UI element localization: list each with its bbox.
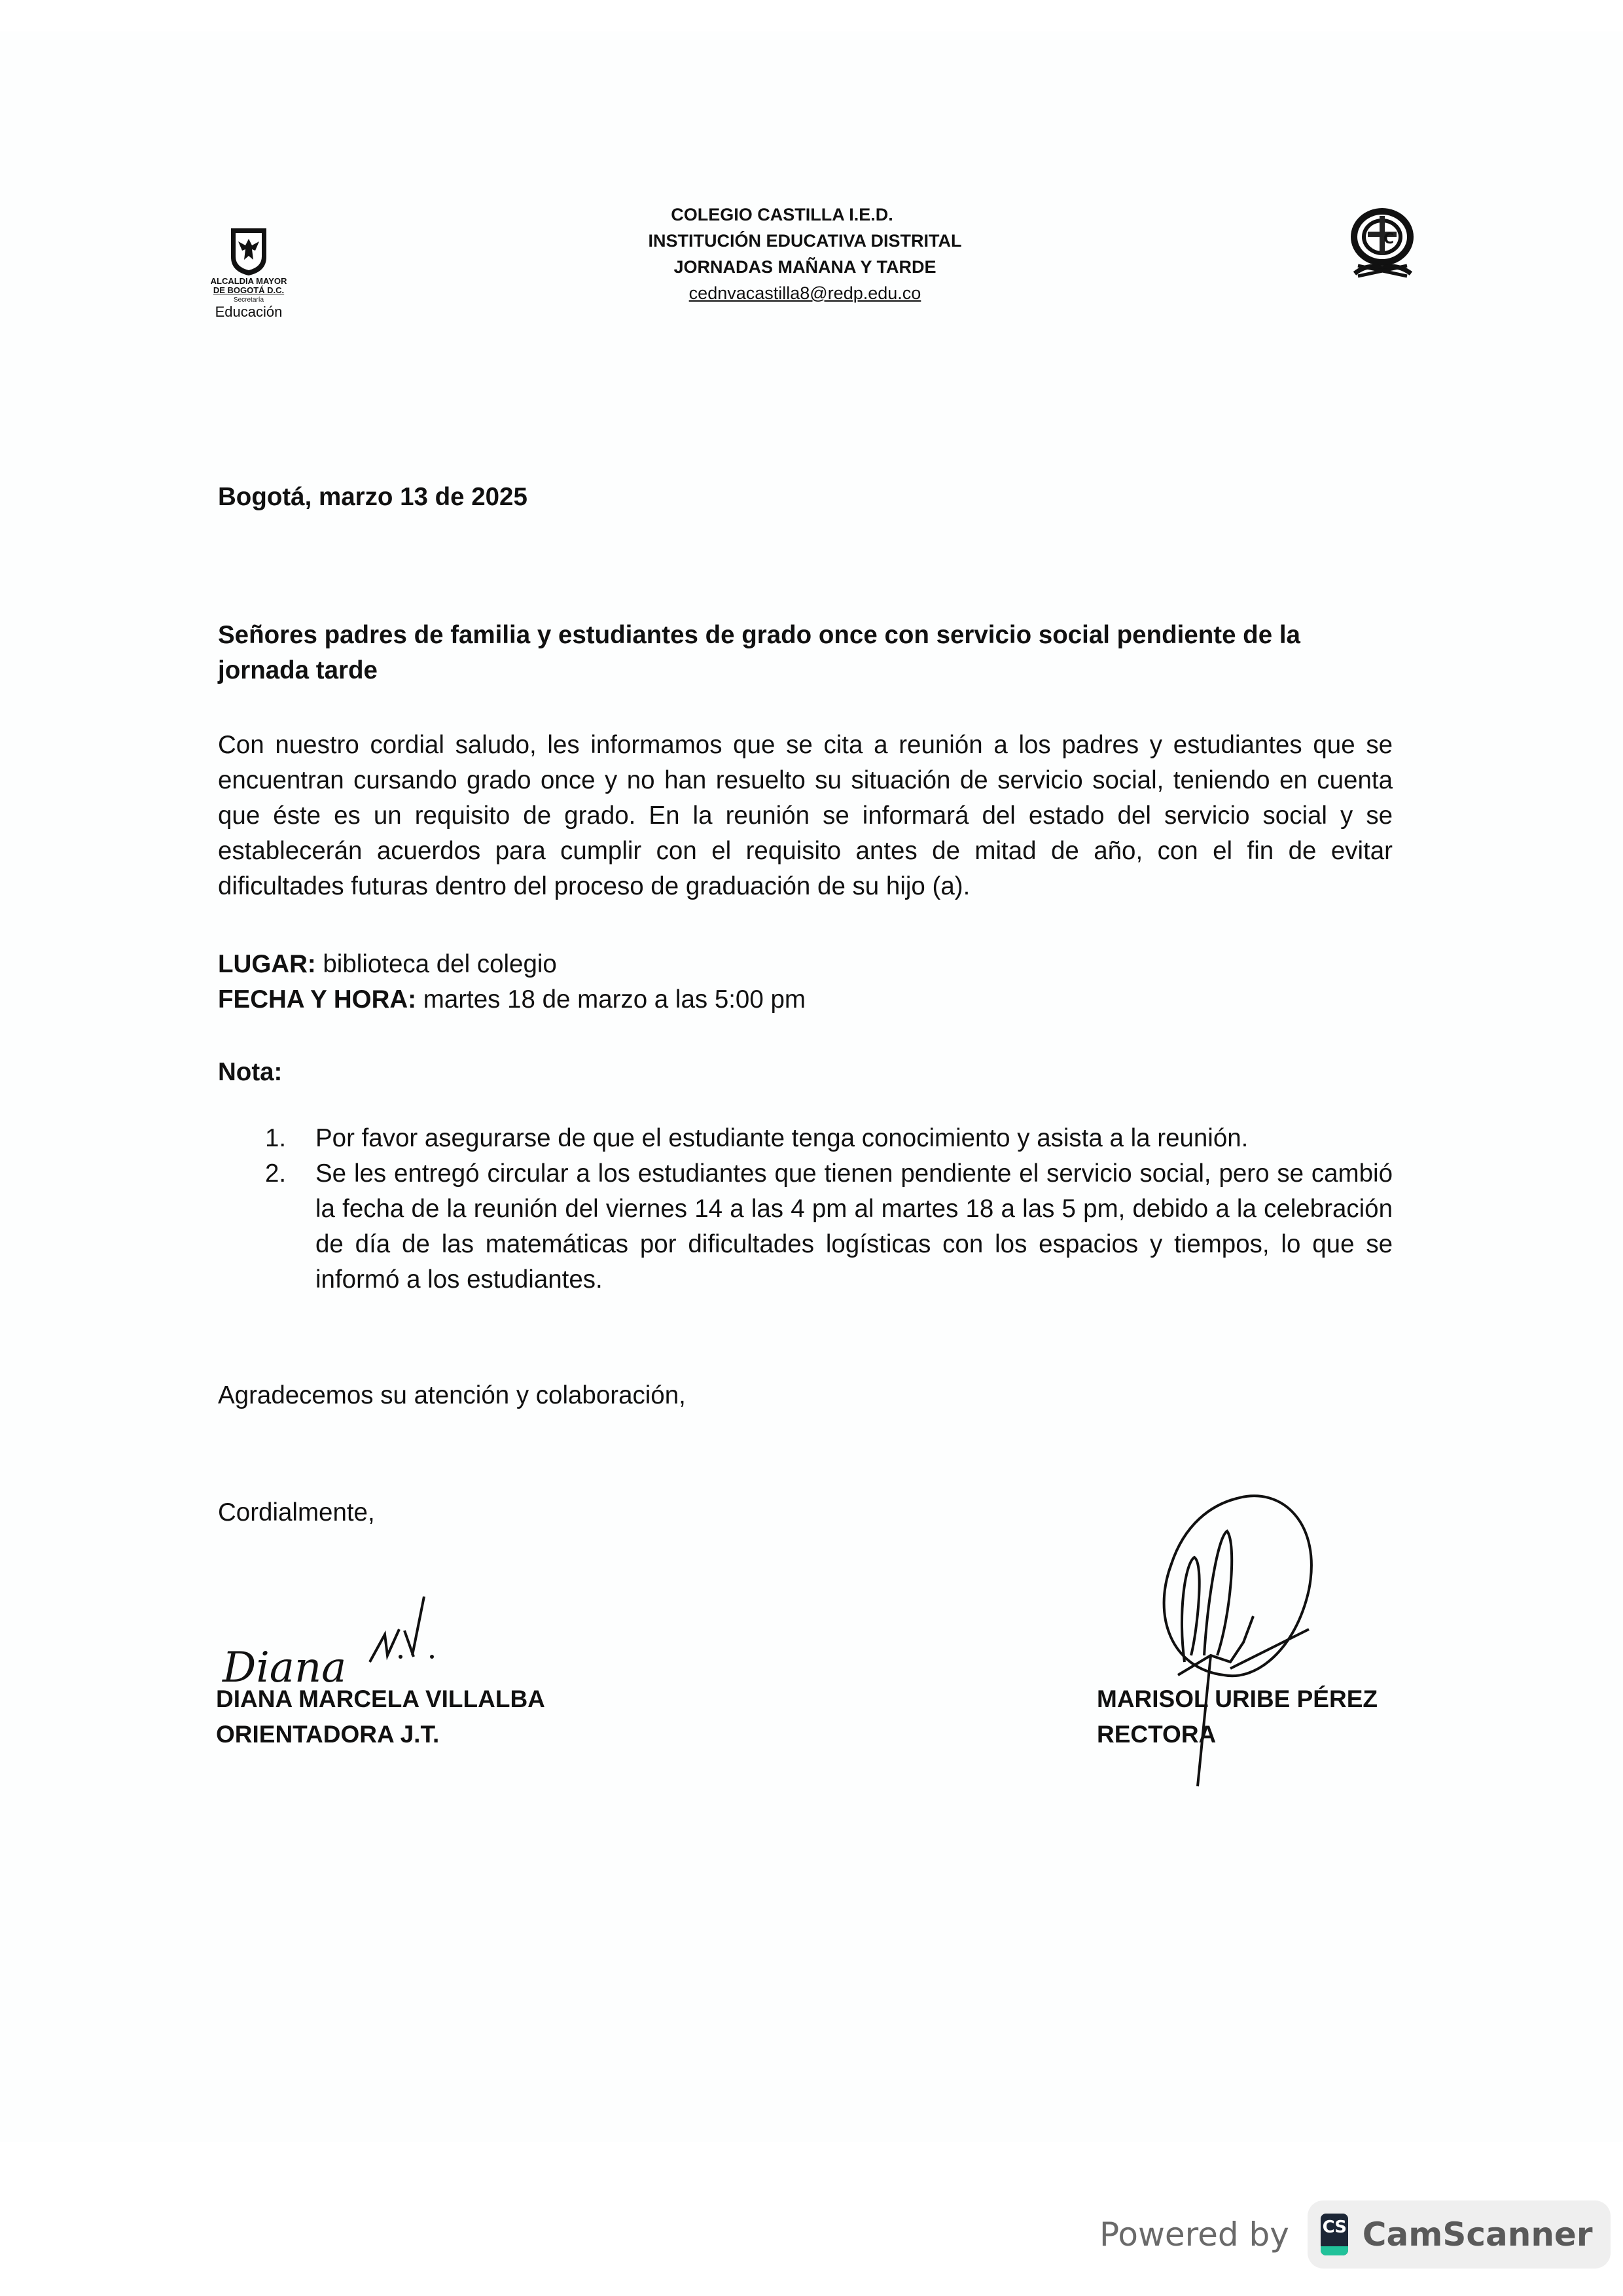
- signature-diana: [216, 1583, 491, 1695]
- powered-by-label: Powered by: [1099, 2216, 1289, 2253]
- note-item: [265, 1121, 1393, 1156]
- camscanner-logo-icon: [1321, 2214, 1348, 2255]
- school-email-link[interactable]: cednvacastilla8@redp.edu.co: [688, 283, 921, 303]
- bogota-coat-of-arms-icon: [228, 226, 269, 277]
- meeting-place: [218, 947, 1393, 982]
- datetime-value: martes 18 de marzo a las 5:00 pm: [416, 985, 806, 1014]
- signatory-left: [216, 1682, 545, 1752]
- notes-list: [265, 1121, 1393, 1298]
- secretaria-label: Secretaría: [233, 296, 264, 304]
- svg-text:C: C: [1383, 231, 1395, 247]
- note-item: [265, 1156, 1393, 1298]
- camscanner-logo-text: CS: [1322, 2217, 1346, 2237]
- signature-handwriting: Diana: [223, 1644, 347, 1692]
- place-label: LUGAR:: [218, 950, 316, 978]
- letter-recipients: Señores padres de familia y estudiantes de grado once con servicio social pendiente de la jornada tarde: [218, 621, 1300, 684]
- note-text: Por favor asegurarse de que el estudiante tenga conocimiento y asista a la reunión.: [315, 1124, 1249, 1152]
- datetime-label: FECHA Y HORA:: [218, 985, 417, 1014]
- note-number: 2.: [265, 1159, 287, 1188]
- note-text: Se les entregó circular a los estudiantes que tienen pendiente el servicio social, pero se cambió la fecha de la reunión del viernes 14 a las 4 pm al martes 18 a las 5 pm, debido a la celebración de día de las matemáticas por dificultades logísticas con los espacios y tiempos, lo que se informó a los estudiantes.: [315, 1159, 1393, 1294]
- camscanner-watermark: [1099, 2200, 1611, 2269]
- note-heading: Nota:: [218, 1058, 283, 1086]
- school-crest-icon: [1342, 203, 1427, 281]
- signatory-right-name: MARISOL URIBE PÉREZ: [1097, 1686, 1378, 1712]
- alcaldia-line2: DE BOGOTÁ D.C.: [213, 285, 285, 295]
- school-crest: [1342, 203, 1427, 285]
- institution-header: [628, 202, 982, 306]
- note-number: 1.: [265, 1124, 287, 1152]
- letter-date: Bogotá, marzo 13 de 2025: [218, 483, 527, 511]
- shifts: JORNADAS MAÑANA Y TARDE: [673, 257, 936, 277]
- school-name: COLEGIO CASTILLA I.E.D.: [671, 205, 893, 224]
- meeting-datetime: [218, 982, 1393, 1017]
- letter-body: Con nuestro cordial saludo, les informamos que se cita a reunión a los padres y estudiantes que se encuentran cursando grado once y no han resuelto su situación de servicio social, teniendo en cuenta que éste es un requisito de grado. En la reunión se informará del estado del servicio social y se establecerán acuerdos para cumplir con el requisito antes de mitad de año, con el fin de evitar dificultades futuras dentro del proceso de graduación de su hijo (a).: [218, 731, 1393, 900]
- alcaldia-logo: [200, 226, 298, 320]
- signatory-right: [1097, 1682, 1378, 1752]
- camscanner-brand-name: CamScanner: [1362, 2216, 1593, 2253]
- institution-type: INSTITUCIÓN EDUCATIVA DISTRITAL: [648, 231, 962, 251]
- educacion-label: Educación: [215, 304, 283, 320]
- signatory-left-name: DIANA MARCELA VILLALBA: [216, 1686, 545, 1712]
- closing-line: Cordialmente,: [218, 1498, 375, 1527]
- thanks-line: Agradecemos su atención y colaboración,: [218, 1381, 686, 1409]
- place-value: biblioteca del colegio: [315, 950, 557, 978]
- signatory-left-role: ORIENTADORA J.T.: [216, 1721, 440, 1748]
- alcaldia-line1: ALCALDIA MAYOR: [210, 276, 287, 286]
- signatory-right-role: RECTORA: [1097, 1721, 1217, 1748]
- camscanner-badge[interactable]: [1308, 2200, 1611, 2269]
